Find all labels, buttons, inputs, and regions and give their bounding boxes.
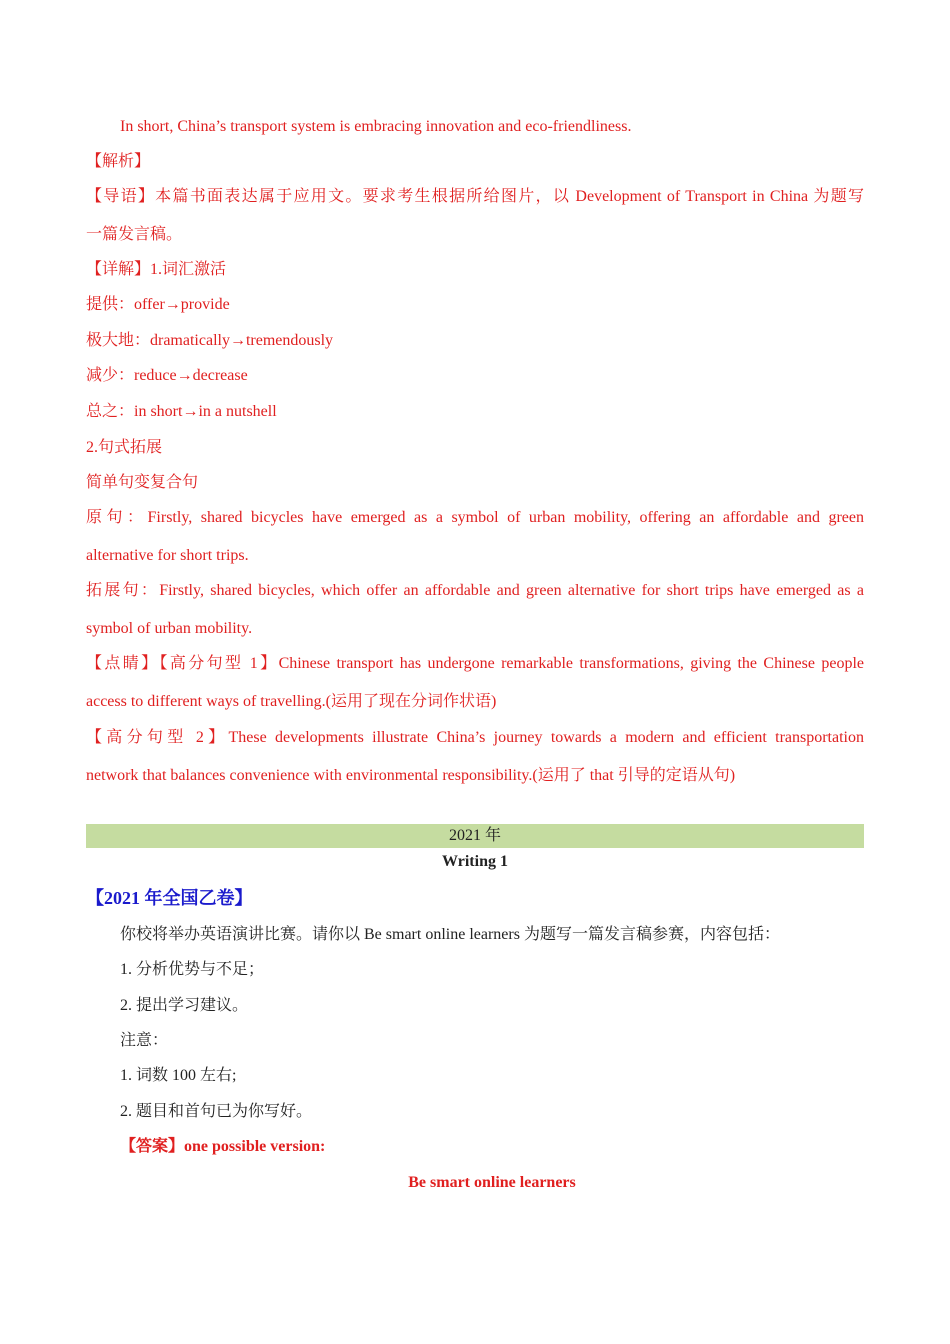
highlight-1-line-2: access to different ways of travelling.(运用了现在分词作状语) — [86, 693, 497, 710]
task-prompt: 你校将举办英语演讲比赛。请你以 Be smart online learners 为题写一篇发言稿参赛，内容包括： — [120, 926, 780, 943]
essay-title: Be smart online learners — [408, 1174, 576, 1191]
answer-version: one possible version: — [184, 1138, 326, 1155]
guide-line-2: 一篇发言稿。 — [86, 226, 183, 243]
vocab-item: 总之：in short→in a nutshell — [86, 403, 277, 420]
answer-label: 【答案】 — [120, 1138, 185, 1155]
section2-subheading: 简单句变复合句 — [86, 474, 199, 491]
expanded-sentence-line-2: symbol of urban mobility. — [86, 620, 253, 637]
expanded-sentence-line-1: 拓展句：Firstly, shared bicycles, which offer an affordable and green alternative for short trips have emerged as a — [86, 582, 864, 599]
year-section-bar: 2021 年 — [86, 824, 864, 848]
task-point: 2. 提出学习建议。 — [120, 997, 249, 1014]
highlight-2-line-2: network that balances convenience with environmental responsibility.(运用了 that 引导的定语从句) — [86, 767, 736, 784]
section2-heading: 2.句式拓展 — [86, 439, 163, 456]
analysis-heading: 【解析】 — [86, 153, 151, 170]
vocab-item: 提供：offer→provide — [86, 296, 230, 313]
vocab-item: 减少：reduce→decrease — [86, 367, 248, 384]
original-sentence-line-1: 原句：Firstly, shared bicycles have emerged as a symbol of urban mobility, offering an affordable and green — [86, 509, 864, 526]
highlight-1-line-1: 【点睛】【高分句型 1】Chinese transport has undergone remarkable transformations, giving the Chinese people — [86, 655, 864, 672]
answer-label-line — [120, 1137, 864, 1157]
note-item: 2. 题目和首句已为你写好。 — [120, 1103, 313, 1120]
original-sentence-line-2: alternative for short trips. — [86, 547, 249, 564]
writing-title: Writing 1 — [442, 853, 508, 870]
guide-line-1: 【导语】本篇书面表达属于应用文。要求考生根据所给图片，以 Development of Transport in China 为题写 — [86, 188, 864, 205]
vocab-item: 极大地：dramatically→tremendously — [86, 332, 334, 349]
highlight-2-line-1: 【高分句型 2】These developments illustrate China’s journey towards a modern and efficient transportation — [86, 729, 864, 746]
answer-conclusion: In short, China’s transport system is embracing innovation and eco-friendliness. — [120, 118, 632, 135]
detail-heading: 【详解】1.词汇激活 — [86, 261, 227, 278]
notes-heading: 注意： — [120, 1032, 169, 1049]
exam-source: 【2021 年全国乙卷】 — [86, 888, 253, 908]
note-item: 1. 词数 100 左右; — [120, 1067, 237, 1084]
task-point: 1. 分析优势与不足； — [120, 961, 265, 978]
